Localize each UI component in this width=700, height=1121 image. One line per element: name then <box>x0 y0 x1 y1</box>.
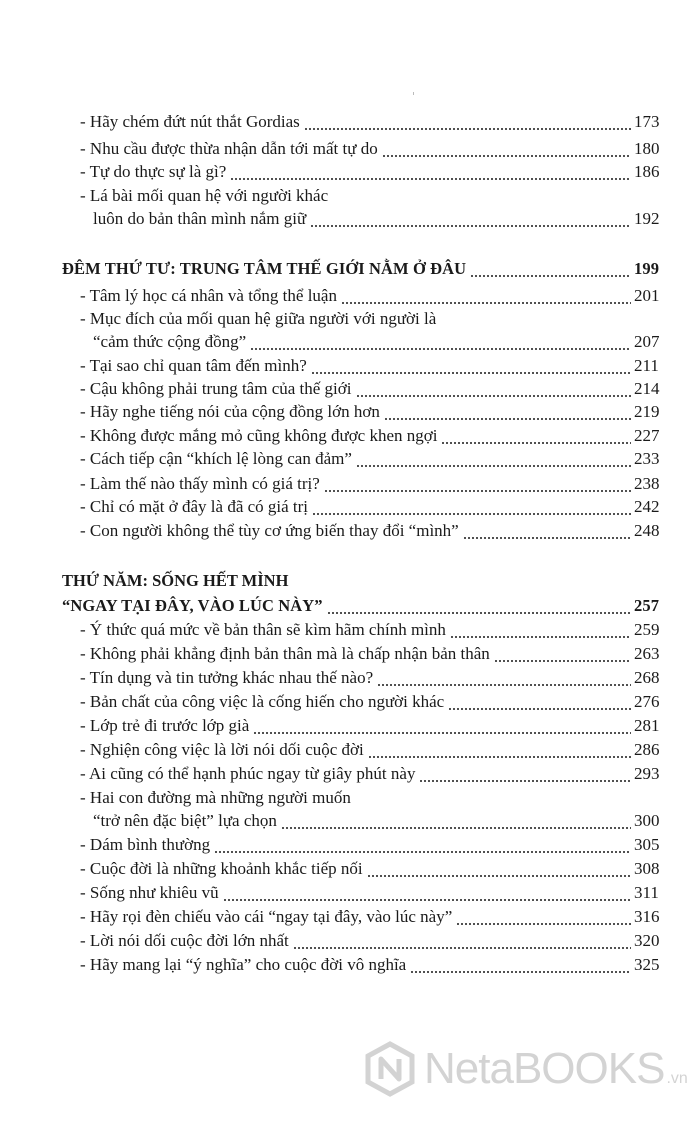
dot-leader <box>293 931 631 951</box>
page-mark <box>413 92 414 95</box>
page-number: 276 <box>634 692 660 711</box>
toc-entry <box>0 280 700 306</box>
toc-entry <box>0 734 700 760</box>
watermark <box>362 1038 692 1100</box>
page-number: 207 <box>634 332 660 351</box>
dot-leader <box>377 668 631 688</box>
entry-label: - Cuộc đời là những khoảnh khắc tiếp nối <box>80 859 363 878</box>
entry-label: - Nhu cầu được thừa nhận dẫn tới mất tự do <box>80 139 378 158</box>
dot-leader <box>494 644 631 664</box>
entry-label: - Làm thế nào thấy mình có giá trị? <box>80 474 320 493</box>
dot-leader <box>419 764 631 784</box>
entry-label: “cảm thức cộng đồng” <box>93 332 247 351</box>
toc-entry-line: - Mục đích của mối quan hệ giữa người với người là <box>80 309 437 328</box>
entry-label: - Sống như khiêu vũ <box>80 883 219 902</box>
toc-entry <box>0 106 700 132</box>
toc-entry <box>0 853 700 879</box>
entry-label: “trở nên đặc biệt” lựa chọn <box>93 811 277 830</box>
dot-leader <box>304 112 631 132</box>
dot-leader <box>356 449 631 469</box>
toc-entry <box>0 203 700 229</box>
toc-entry <box>0 901 700 927</box>
page-number: 308 <box>634 859 660 878</box>
dot-leader <box>253 716 631 736</box>
dot-leader <box>463 521 631 541</box>
page-number: 201 <box>634 286 660 305</box>
page-number: 293 <box>634 764 660 783</box>
dot-leader <box>368 740 631 760</box>
entry-label: - Ý thức quá mức về bản thân sẽ kìm hãm chính mình <box>80 620 446 639</box>
page-number: 180 <box>634 139 660 158</box>
entry-label: - Cách tiếp cận “khích lệ lòng can đảm” <box>80 449 352 468</box>
entry-label: - Tự do thực sự là gì? <box>80 162 227 181</box>
page-number: 300 <box>634 811 660 830</box>
dot-leader <box>214 835 631 855</box>
entry-label: - Tín dụng và tin tưởng khác nhau thế nào? <box>80 668 374 687</box>
entry-label: - Lớp trẻ đi trước lớp già <box>80 716 250 735</box>
dot-leader <box>341 286 631 306</box>
toc-entry <box>0 758 700 784</box>
page-number: 281 <box>634 716 660 735</box>
toc-entry <box>0 662 700 688</box>
entry-label: - Chỉ có mặt ở đây là đã có giá trị <box>80 497 309 516</box>
page-number: 211 <box>634 356 659 375</box>
toc-entry <box>0 491 700 517</box>
page-number: 286 <box>634 740 660 759</box>
toc-entry <box>0 949 700 975</box>
toc-entry-line: - Hai con đường mà những người muốn <box>80 788 351 807</box>
hexagon-n-logo-icon <box>362 1041 418 1097</box>
page-number: 227 <box>634 426 660 445</box>
page-number: 219 <box>634 402 660 421</box>
entry-label: - Hãy rọi đèn chiếu vào cái “ngay tại đây, vào lúc này” <box>80 907 453 926</box>
page-number: 257 <box>634 596 660 615</box>
toc-entry <box>0 638 700 664</box>
page-number: 233 <box>634 449 660 468</box>
dot-leader <box>470 259 631 279</box>
entry-label: - Con người không thể tùy cơ ứng biến thay đổi “mình” <box>80 521 459 540</box>
toc-entry <box>0 396 700 422</box>
entry-label: - Hãy nghe tiếng nói của cộng đồng lớn hơn <box>80 402 380 421</box>
page-number: 320 <box>634 931 660 950</box>
dot-leader <box>223 883 631 903</box>
entry-label: luôn do bản thân mình nắm giữ <box>93 209 307 228</box>
chapter-title-line: THỨ NĂM: SỐNG HẾT MÌNH <box>62 571 289 590</box>
page-number: 186 <box>634 162 660 181</box>
toc-entry-line: - Lá bài mối quan hệ với người khác <box>80 186 329 205</box>
entry-label: - Hãy mang lại “ý nghĩa” cho cuộc đời vô nghĩa <box>80 955 407 974</box>
entry-label: ĐÊM THỨ TƯ: TRUNG TÂM THẾ GIỚI NẰM Ở ĐÂU <box>62 259 467 278</box>
toc-entry <box>0 614 700 640</box>
entry-label: - Bản chất của công việc là cống hiến cho người khác <box>80 692 445 711</box>
toc-entry <box>0 443 700 469</box>
entry-label: - Không được mắng mỏ cũng không được khen ngợi <box>80 426 438 445</box>
entry-label: - Tâm lý học cá nhân và tổng thể luận <box>80 286 337 305</box>
dot-leader <box>384 402 631 422</box>
toc-entry <box>0 686 700 712</box>
dot-leader <box>456 907 631 927</box>
entry-label: - Tại sao chỉ quan tâm đến mình? <box>80 356 307 375</box>
watermark-suffix: .vn <box>666 1070 688 1087</box>
entry-label: - Hãy chém đứt nút thắt Gordias <box>80 112 300 131</box>
dot-leader <box>281 811 631 831</box>
toc-entry <box>0 515 700 541</box>
entry-label: - Không phải khẳng định bản thân mà là chấp nhận bản thân <box>80 644 490 663</box>
entry-label: “NGAY TẠI ĐÂY, VÀO LÚC NÀY” <box>62 596 323 615</box>
toc-entry <box>0 829 700 855</box>
toc-entry <box>0 805 700 831</box>
entry-label: - Lời nói dối cuộc đời lớn nhất <box>80 931 289 950</box>
page-number: 214 <box>634 379 660 398</box>
toc-entry <box>0 877 700 903</box>
page-number: 242 <box>634 497 660 516</box>
dot-leader <box>250 332 631 352</box>
page-number: 173 <box>634 112 660 131</box>
page-number: 248 <box>634 521 660 540</box>
page-number: 311 <box>634 883 659 902</box>
toc-entry <box>0 925 700 951</box>
dot-leader <box>327 596 631 616</box>
dot-leader <box>310 209 631 229</box>
watermark-brand: NetaBOOKS <box>424 1044 665 1093</box>
page-number: 259 <box>634 620 660 639</box>
dot-leader <box>230 162 631 182</box>
entry-label: - Nghiện công việc là lời nói dối cuộc đời <box>80 740 364 759</box>
chapter-entry <box>0 253 700 279</box>
toc-entry <box>0 156 700 182</box>
page-number: 316 <box>634 907 660 926</box>
dot-leader <box>410 955 631 975</box>
toc-entry <box>0 710 700 736</box>
dot-leader <box>450 620 631 640</box>
page-number: 305 <box>634 835 660 854</box>
entry-label: - Cậu không phải trung tâm của thế giới <box>80 379 352 398</box>
chapter-entry <box>0 590 700 616</box>
entry-label: - Ai cũng có thể hạnh phúc ngay từ giây phút này <box>80 764 416 783</box>
dot-leader <box>448 692 631 712</box>
dot-leader <box>367 859 631 879</box>
page-number: 325 <box>634 955 660 974</box>
toc-entry <box>0 326 700 352</box>
dot-leader <box>312 497 631 517</box>
page-number: 199 <box>634 259 660 278</box>
page-number: 263 <box>634 644 660 663</box>
page-number: 238 <box>634 474 660 493</box>
entry-label: - Dám bình thường <box>80 835 211 854</box>
page-number: 192 <box>634 209 660 228</box>
page-number: 268 <box>634 668 660 687</box>
